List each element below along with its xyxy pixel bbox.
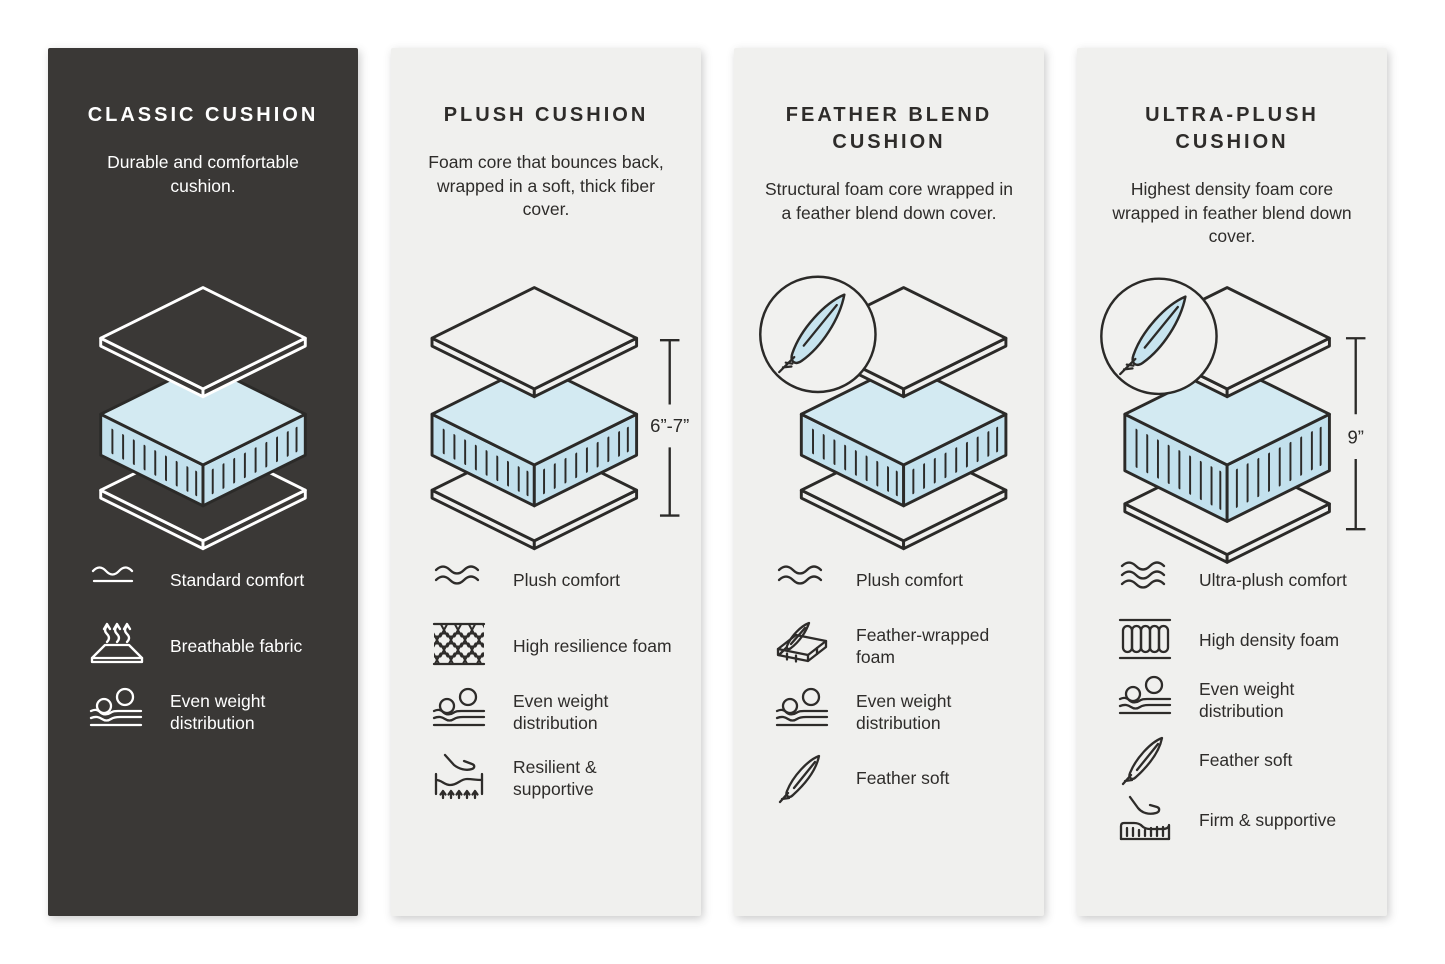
feature-label: Ultra-plush comfort [1199, 569, 1347, 590]
cushion-stack [432, 288, 637, 549]
even-weight-icon [774, 686, 830, 738]
feature-label: Feather-wrapped foam [856, 624, 990, 667]
panel-plush-cushion [391, 48, 701, 916]
feature-list [88, 554, 344, 752]
even-weight-icon [1117, 674, 1173, 726]
feature-row [1117, 674, 1373, 726]
feature-label: Even weight distribution [170, 690, 266, 733]
panel-title: CLASSIC CUSHION [87, 104, 319, 126]
feather-foam-block-icon [774, 620, 830, 672]
feather-badge-icon [760, 277, 875, 392]
panel-description: Foam core that bounces back, wrapped in a soft, thick fiber cover. [428, 152, 664, 220]
height-dimension [650, 340, 689, 515]
density-foam-icon [1117, 614, 1173, 666]
feature-label: Firm & supportive [1199, 809, 1337, 830]
feature-label: Plush comfort [856, 569, 963, 590]
feature-row [774, 752, 1030, 804]
feature-row [88, 620, 344, 672]
feature-row [774, 686, 1030, 738]
feature-label: Breathable fabric [170, 635, 303, 656]
panel-title: FEATHER BLEND CUSHION [785, 104, 993, 153]
feature-row [1117, 614, 1373, 666]
feature-row [431, 752, 687, 804]
foot-pressure-icon [431, 752, 487, 804]
feather-icon [774, 752, 830, 804]
feature-label: Feather soft [856, 767, 950, 788]
feature-label: Even weight distribution [856, 690, 952, 733]
height-dimension-label: 6”-7” [650, 414, 690, 436]
height-dimension [1346, 338, 1365, 529]
feature-label: Even weight distribution [513, 690, 609, 733]
feature-label: Standard comfort [170, 569, 305, 590]
feather-badge-icon [1101, 279, 1216, 394]
wave-double-icon [431, 554, 487, 606]
feature-row [1117, 794, 1373, 846]
foot-firm-icon [1117, 794, 1173, 846]
even-weight-icon [431, 686, 487, 738]
wave-triple-icon [1117, 554, 1173, 606]
wave-single-icon [88, 554, 144, 606]
feature-label: Feather soft [1199, 749, 1293, 770]
feature-row [431, 686, 687, 738]
feature-label: Plush comfort [513, 569, 620, 590]
feature-row [774, 620, 1030, 672]
cushion-stack [101, 288, 306, 549]
even-weight-icon [88, 686, 144, 738]
feature-row [88, 686, 344, 738]
feature-label: Even weight distribution [1199, 678, 1295, 721]
feature-list [774, 554, 1030, 818]
panel-title: PLUSH CUSHION [443, 104, 649, 126]
cushion-illustration [391, 272, 701, 564]
panel-feather-blend-cushion [734, 48, 1044, 916]
breathable-fabric-icon [88, 620, 144, 672]
cushion-illustration [1077, 272, 1387, 564]
feature-list [431, 554, 687, 818]
feather-icon [1117, 734, 1173, 786]
feature-row [431, 554, 687, 606]
feature-row [88, 554, 344, 606]
feature-row [431, 620, 687, 672]
panel-description: Highest density foam core wrapped in feather blend down cover. [1112, 179, 1352, 247]
feature-list [1117, 554, 1373, 854]
panel-description: Durable and comfortable cushion. [107, 152, 299, 196]
panel-title: ULTRA-PLUSH CUSHION [1145, 104, 1319, 153]
panel-classic-cushion [48, 48, 358, 916]
honeycomb-foam-icon [431, 620, 487, 672]
feature-row [1117, 554, 1373, 606]
feature-label: High density foam [1199, 629, 1340, 650]
panel-description: Structural foam core wrapped in a feather blend down cover. [764, 179, 1014, 223]
feature-label: High resilience foam [513, 635, 672, 656]
panel-row [48, 48, 1387, 916]
feature-row [1117, 734, 1373, 786]
panel-ultra-plush-cushion [1077, 48, 1387, 916]
cushion-illustration [734, 272, 1044, 564]
wave-double-icon [774, 554, 830, 606]
feature-row [774, 554, 1030, 606]
cushion-illustration [48, 272, 358, 564]
feature-label: Resilient & supportive [513, 756, 597, 799]
height-dimension-label: 9” [1347, 426, 1364, 448]
